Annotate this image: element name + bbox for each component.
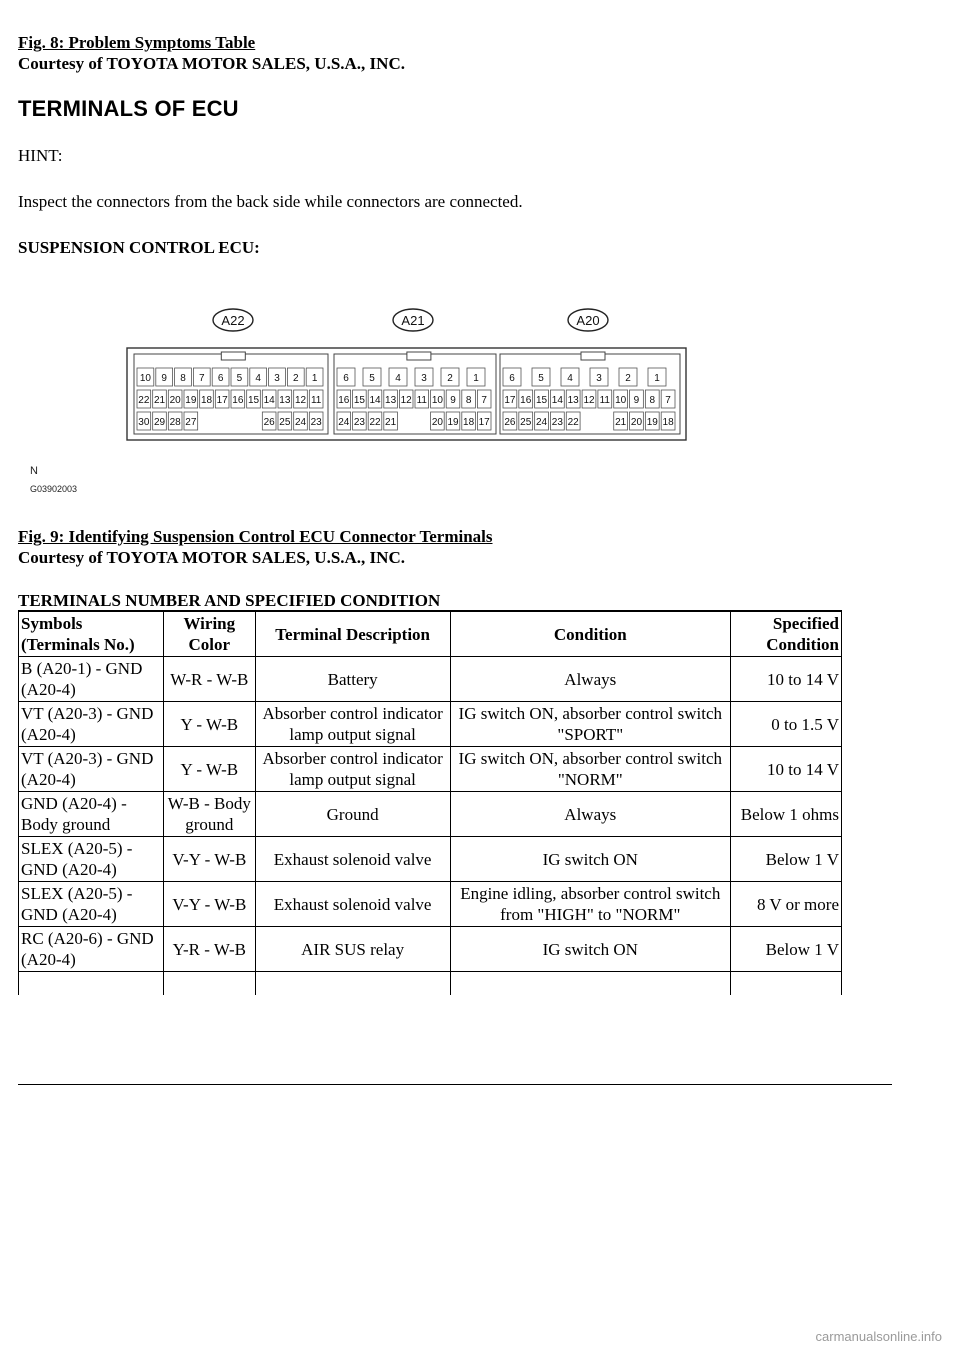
pin-number: 28 [169,417,181,428]
table-body [19,657,842,996]
table-title: TERMINALS NUMBER AND SPECIFIED CONDITION [18,591,441,610]
fig9-courtesy: Courtesy of TOYOTA MOTOR SALES, U.S.A., INC. [18,548,405,567]
pin-number: 21 [615,417,627,428]
pin-number: 22 [138,395,150,406]
pin-number: 3 [421,373,427,384]
pin-number: 13 [385,395,397,406]
pin-number: 15 [535,395,548,406]
hint-text: Inspect the connectors from the back side while connectors are connected. [18,192,523,211]
pin-number: 1 [473,373,479,384]
cell-symbols: VT (A20-3) - GND (A20-4) [19,747,164,792]
pin-number: 19 [185,395,197,406]
cell-symbols: VT (A20-3) - GND (A20-4) [19,702,164,747]
watermark: carmanualsonline.info [815,1329,942,1344]
pin-number: 6 [509,373,515,384]
table-row [19,927,842,972]
pin-number: 18 [200,395,213,406]
ecu-label: SUSPENSION CONTROL ECU: [18,238,260,257]
cell-symbols: RC (A20-6) - GND (A20-4) [19,927,164,972]
connector-label: A21 [401,313,425,328]
pin-number: 14 [369,395,381,406]
cell-wiring-color: V-Y - W-B [163,882,255,927]
cell-description: Exhaust solenoid valve [255,882,450,927]
figure-code: G03902003 [30,484,78,494]
table-row [19,702,842,747]
pin-number: 5 [236,373,243,384]
connector-latch [407,352,431,360]
cell-description: Exhaust solenoid valve [255,837,450,882]
pin-number: 30 [138,417,150,428]
table-row-empty [19,972,842,996]
pin-number: 17 [216,395,228,406]
cell-wiring-color: W-B - Body ground [163,792,255,837]
cell-symbols: SLEX (A20-5) - GND (A20-4) [19,882,164,927]
table-row [19,837,842,882]
pin-number: 23 [551,417,563,428]
table-header-row [19,611,842,657]
cell-description: Absorber control indicator lamp output signal [255,702,450,747]
fig8-caption [18,32,405,74]
pin-number: 3 [596,373,602,384]
pin-number: 10 [139,373,151,384]
pin-number: 3 [274,373,280,384]
pin-number: 24 [535,417,548,428]
pin-number: 12 [294,395,307,406]
cell-condition: IG switch ON [450,837,731,882]
pin-number: 19 [646,417,658,428]
pin-number: 11 [416,395,427,406]
cell-specified: Below 1 V [731,837,842,882]
pin-number: 6 [217,373,224,384]
header-specified-condition: Specified Condition [731,611,842,657]
connector-latch [581,352,605,360]
table-row [19,792,842,837]
cell-specified: 10 to 14 V [731,657,842,702]
pin-number: 9 [450,395,456,406]
terminals-spec-table [18,610,842,995]
fig8-title: Fig. 8: Problem Symptoms Table [18,33,256,52]
pin-number: 10 [615,395,627,406]
pin-number: 7 [199,373,205,384]
pin-number: 27 [185,417,197,428]
connector-label: A20 [576,313,600,328]
pin-number: 16 [338,395,350,406]
fig9-caption [18,526,493,568]
cell-description: Battery [255,657,450,702]
pin-number: 14 [551,395,563,406]
cell-specified: 8 V or more [731,882,842,927]
pin-number: 2 [625,373,631,384]
pin-number: 21 [153,395,166,406]
pin-number: 10 [431,395,443,406]
header-wiring-color: Wiring Color [163,611,255,657]
pin-number: 12 [583,395,595,406]
cell-condition: Always [450,657,731,702]
cell-symbols: GND (A20-4) - Body ground [19,792,164,837]
header-condition: Condition [450,611,731,657]
pin-number: 2 [447,373,453,384]
pin-number: 11 [599,395,611,406]
pin-number: 2 [293,373,299,384]
pin-number: 8 [465,395,472,406]
cell-wiring-color: Y - W-B [163,702,255,747]
section-title: TERMINALS OF ECU [18,96,239,121]
pin-number: 6 [343,373,349,384]
pin-number: 9 [633,395,640,406]
table-row [19,747,842,792]
pin-number: 13 [567,395,579,406]
pin-number: 25 [520,417,532,428]
pin-number: 23 [310,417,322,428]
hint-label: HINT: [18,146,63,165]
cell-condition: IG switch ON, absorber control switch "SPORT" [450,702,731,747]
cell-wiring-color: Y-R - W-B [163,927,255,972]
pin-number: 7 [481,395,487,406]
pin-number: 8 [649,395,656,406]
ecu-connector-figure [0,290,720,500]
cell-specified: Below 1 V [731,927,842,972]
connector-a22 [134,309,328,434]
pin-number: 17 [504,395,516,406]
connector-label: A22 [221,313,245,328]
pin-number: 12 [400,395,412,406]
pin-number: 5 [538,373,544,384]
pin-number: 20 [431,417,443,428]
pin-number: 9 [161,373,167,384]
pin-number: 26 [263,417,275,428]
pin-number: 22 [567,417,579,428]
pin-number: 23 [353,417,365,428]
pin-number: 15 [247,395,260,406]
cell-symbols: B (A20-1) - GND (A20-4) [19,657,164,702]
pin-number: 1 [311,373,318,384]
fig8-courtesy: Courtesy of TOYOTA MOTOR SALES, U.S.A., INC. [18,54,405,73]
pin-number: 4 [395,373,401,384]
cell-symbols: SLEX (A20-5) - GND (A20-4) [19,837,164,882]
pin-number: 24 [294,417,307,428]
connector-latch [221,352,245,360]
cell-description: AIR SUS relay [255,927,450,972]
connector-diagram [127,309,686,440]
header-terminal-description: Terminal Description [255,611,450,657]
cell-condition: Engine idling, absorber control switch from "HIGH" to "NORM" [450,882,731,927]
pin-number: 14 [263,395,275,406]
connector-a20 [500,309,680,434]
cell-description: Absorber control indicator lamp output signal [255,747,450,792]
pin-number: 5 [369,373,375,384]
cell-specified: Below 1 ohms [731,792,842,837]
pin-number: 7 [665,395,671,406]
cell-condition: IG switch ON, absorber control switch "NORM" [450,747,731,792]
header-symbols: Symbols (Terminals No.) [19,611,164,657]
cell-condition: IG switch ON [450,927,731,972]
pin-number: 4 [255,373,261,384]
cell-condition: Always [450,792,731,837]
pin-number: 16 [520,395,532,406]
cell-wiring-color: Y - W-B [163,747,255,792]
pin-number: 4 [567,373,573,384]
pin-number: 17 [478,417,490,428]
pin-number: 19 [447,417,459,428]
fig9-title: Fig. 9: Identifying Suspension Control ECU Connector Terminals [18,527,493,546]
pin-number: 16 [232,395,244,406]
empty-cell [255,972,450,996]
connector-a21 [334,309,496,434]
empty-cell [163,972,255,996]
pin-number: 22 [369,417,381,428]
pin-number: 11 [310,395,322,406]
cell-description: Ground [255,792,450,837]
table-row [19,882,842,927]
empty-cell [19,972,164,996]
pin-number: 20 [169,395,181,406]
cell-specified: 0 to 1.5 V [731,702,842,747]
pin-number: 18 [662,417,674,428]
view-label: N [30,465,38,477]
cell-wiring-color: W-R - W-B [163,657,255,702]
cell-specified: 10 to 14 V [731,747,842,792]
pin-number: 25 [279,417,291,428]
pin-number: 8 [180,373,186,384]
pin-number: 29 [153,417,166,428]
empty-cell [450,972,731,996]
pin-number: 26 [504,417,516,428]
pin-number: 20 [630,417,643,428]
pin-number: 13 [279,395,291,406]
table-row [19,657,842,702]
pin-number: 1 [654,373,660,384]
pin-number: 21 [385,417,397,428]
pin-number: 15 [353,395,365,406]
pin-number: 18 [463,417,475,428]
pin-number: 24 [338,417,350,428]
bottom-rule [18,1084,892,1085]
empty-cell [731,972,842,996]
cell-wiring-color: V-Y - W-B [163,837,255,882]
